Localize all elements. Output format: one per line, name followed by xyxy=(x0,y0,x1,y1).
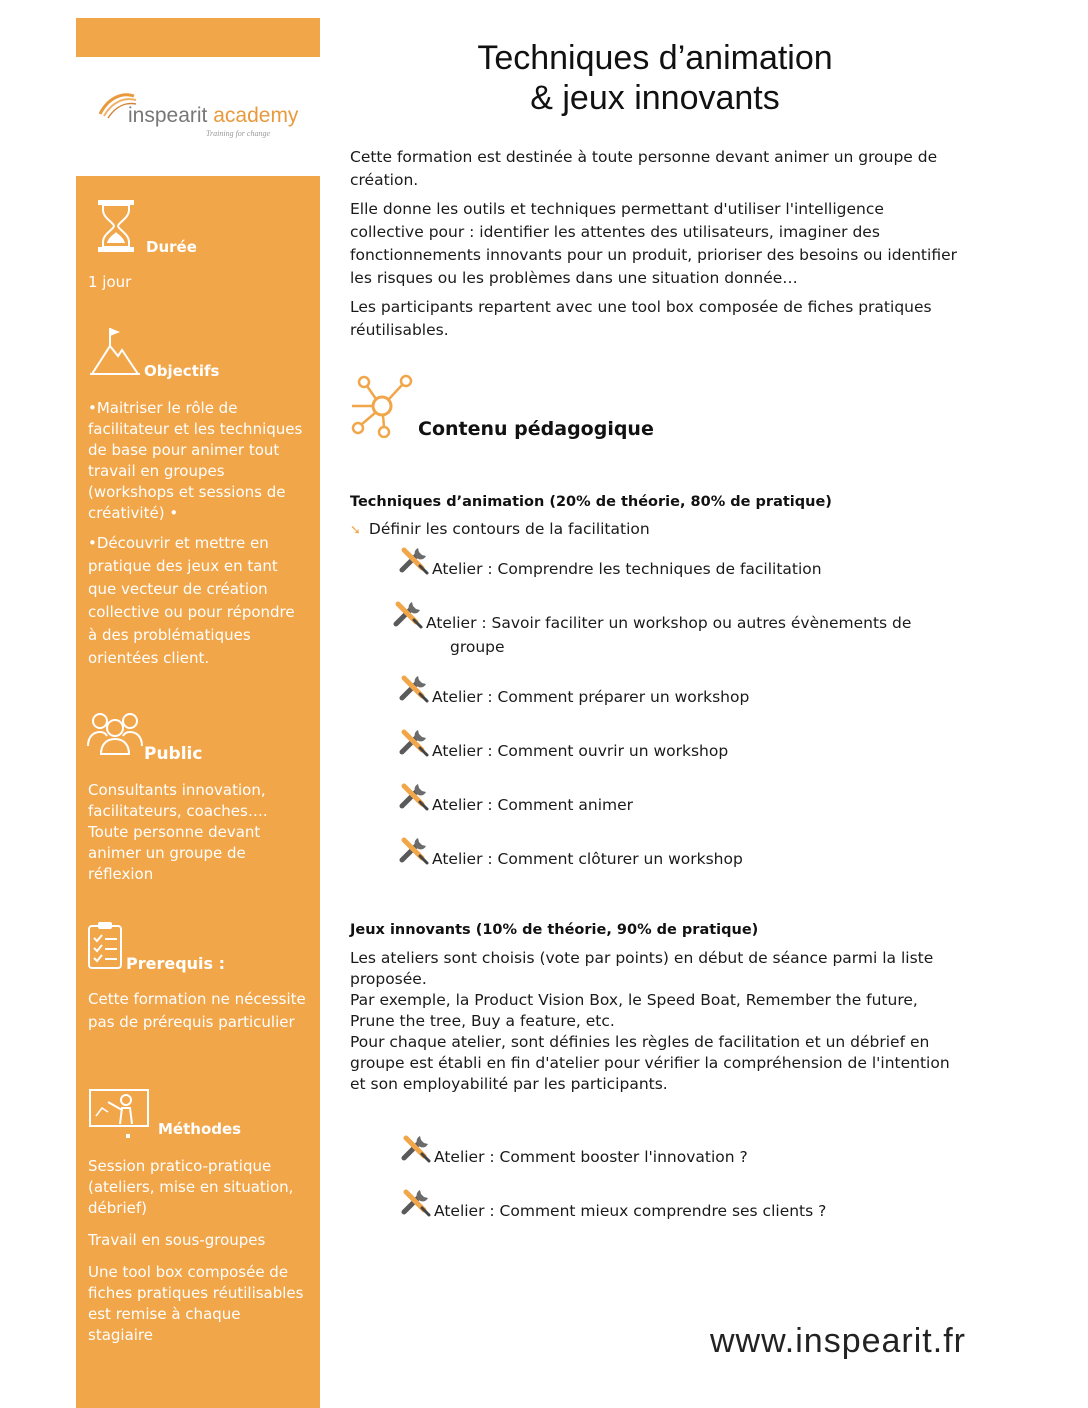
intro-text xyxy=(350,146,960,348)
section1-heading: Techniques d’animation (20% de théorie, 80% de pratique) xyxy=(350,494,832,510)
section1-bullet xyxy=(350,520,650,538)
objectifs-text xyxy=(88,398,308,678)
methodes-heading: Méthodes xyxy=(158,1120,242,1138)
methode-item: Une tool box composée de fiches pratiques réutilisables est remise à chaque stagiaire xyxy=(88,1263,304,1344)
duree-heading: Durée xyxy=(146,238,197,256)
methodes-text xyxy=(88,1156,308,1354)
contenu-heading: Contenu pédagogique xyxy=(418,418,654,440)
section2-paragraph: Par exemple, la Product Vision Box, le Speed Boat, Remember the future, Prune the tree, Buy a feature, etc. xyxy=(350,991,918,1030)
intro-paragraph: Les participants repartent avec une tool box composée de fiches pratiques réutilisables. xyxy=(350,298,932,339)
tools-wrench-screwdriver-icon xyxy=(400,1186,432,1218)
presentation-board-icon xyxy=(86,1086,152,1142)
tools-wrench-screwdriver-icon xyxy=(398,726,430,758)
mountain-flag-icon xyxy=(88,324,142,378)
prerequis-text: Cette formation ne nécessite pas de prérequis particulier xyxy=(88,990,306,1031)
methode-item: Session pratico-pratique (ateliers, mise en situation, débrief) xyxy=(88,1157,294,1217)
tools-wrench-screwdriver-icon xyxy=(398,780,430,812)
tools-wrench-screwdriver-icon xyxy=(392,598,424,630)
tools-wrench-screwdriver-icon xyxy=(400,1132,432,1164)
bullet-text: Définir les contours de la facilitation xyxy=(368,520,650,538)
hourglass-icon xyxy=(94,198,138,254)
network-nodes-icon xyxy=(350,374,416,438)
public-heading: Public xyxy=(144,744,203,764)
tools-wrench-screwdriver-icon xyxy=(398,834,430,866)
section2-heading: Jeux innovants (10% de théorie, 90% de pratique) xyxy=(350,922,759,938)
tools-wrench-screwdriver-icon xyxy=(398,544,430,576)
objectifs-heading: Objectifs xyxy=(144,362,220,380)
checklist-clipboard-icon xyxy=(86,920,124,970)
page-title xyxy=(390,38,920,118)
brand-logo xyxy=(98,92,308,142)
objectif-item: •Maitriser le rôle de facilitateur et les techniques de base pour animer tout travail en groupes (workshops et sessions de créativité) • xyxy=(88,399,303,522)
top-orange-band xyxy=(76,18,320,57)
public-text: Consultants innovation, facilitateurs, coaches…. Toute personne devant animer un groupe de réflexion xyxy=(88,781,268,883)
people-group-icon xyxy=(86,710,144,756)
brand-tagline: Training for change xyxy=(206,129,271,138)
objectif-item: •Découvrir et mettre en pratique des jeux en tant que vecteur de création collective ou pour répondre à des problématiques orientées client. xyxy=(88,534,295,667)
section2-paragraph: Les ateliers sont choisis (vote par points) en début de séance parmi la liste proposée. xyxy=(350,949,934,988)
section2-paragraph: Pour chaque atelier, sont définies les règles de facilitation et un débrief en groupe est établi en fin d'atelier pour vérifier la compréhension de l'intention et son employabilité par les participants. xyxy=(350,1033,950,1093)
title-line-2: & jeux innovants xyxy=(530,79,780,117)
brand-name: inspearit academy xyxy=(128,104,299,127)
section2-text xyxy=(350,948,960,1095)
tools-wrench-screwdriver-icon xyxy=(398,672,430,704)
duree-text: 1 jour xyxy=(88,273,132,291)
prerequis-heading: Prerequis : xyxy=(126,954,226,973)
bullet-arrow-icon: ➘ xyxy=(350,523,361,538)
title-line-1: Techniques d’animation xyxy=(477,39,833,77)
intro-paragraph: Cette formation est destinée à toute personne devant animer un groupe de création. xyxy=(350,148,938,189)
methode-item: Travail en sous-groupes xyxy=(88,1231,266,1249)
intro-paragraph: Elle donne les outils et techniques permettant d'utiliser l'intelligence collective pour : identifier les attentes des utilisateurs, imaginer des fonctionnements innovants pour un produit, prioriser des besoins ou identifier les risques ou les problèmes dans une situation donnée… xyxy=(350,200,957,287)
sidebar xyxy=(76,176,320,1408)
website-url[interactable]: www.inspearit.fr xyxy=(710,1322,966,1360)
